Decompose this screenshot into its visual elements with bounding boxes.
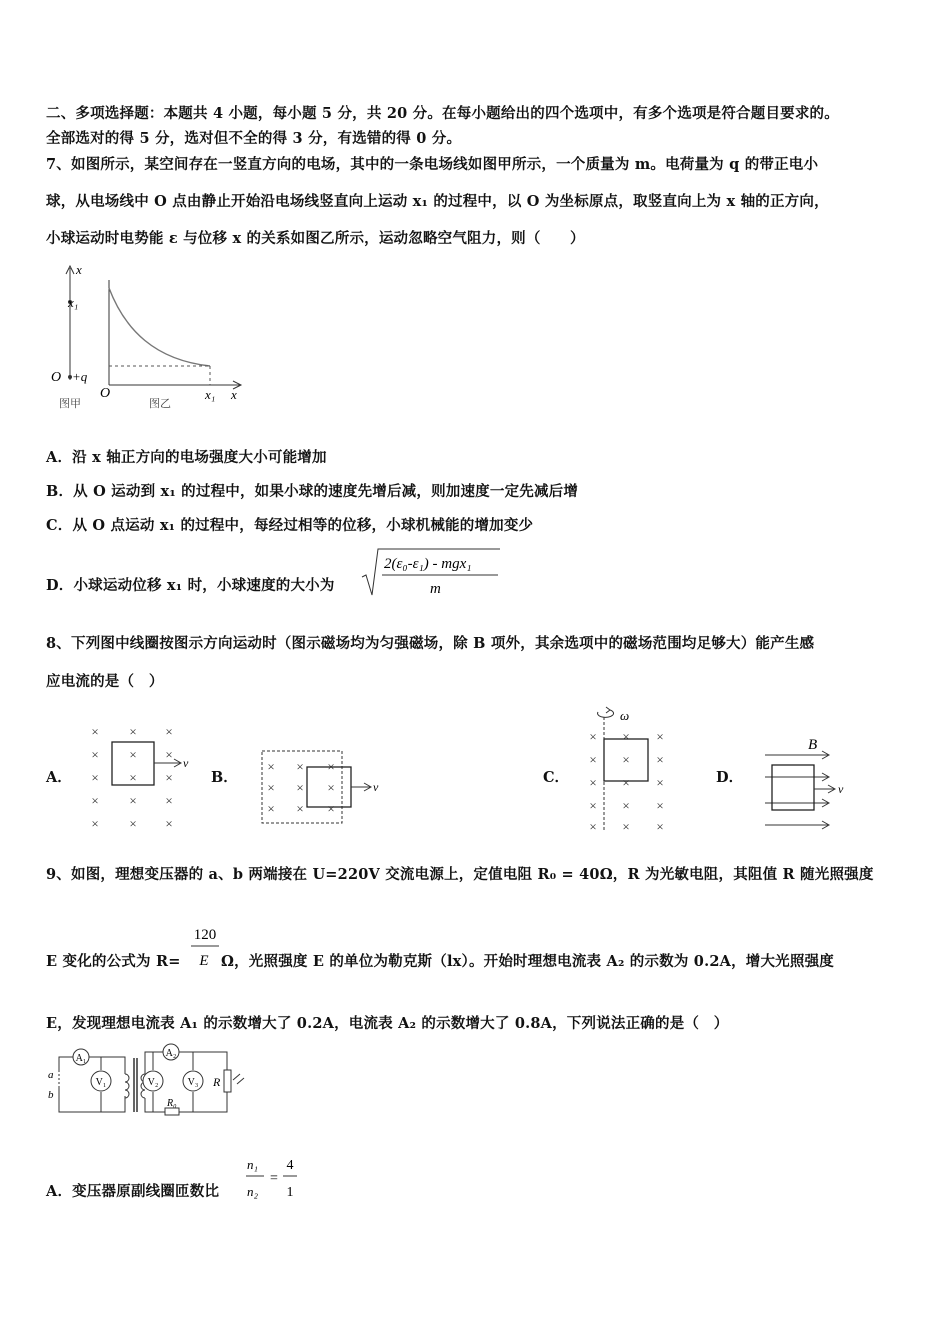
q7-stem-line1: 7、如图所示，某空间存在一竖直方向的电场，其中的一条电场线如图甲所示，一个质量为 m。电荷量为 q 的带正电小 [46, 156, 819, 173]
yi-origin-label: O [100, 386, 111, 401]
jia-origin-label: O [51, 370, 62, 385]
yi-axis-label: x [231, 387, 237, 402]
svg-text:×: × [327, 759, 335, 774]
q8-label-b: B． [211, 769, 238, 786]
velocity-label: v [838, 782, 844, 796]
svg-text:×: × [296, 759, 304, 774]
ammeter-a1-label: A₁ [75, 1053, 87, 1064]
svg-text:×: × [165, 816, 173, 831]
q8-figure-d [762, 733, 857, 833]
q7-option-d: D．小球运动位移 x₁ 时，小球速度的大小为 [46, 577, 335, 594]
q8-label-c: C． [543, 769, 570, 786]
ratio-numerator: 4 [286, 1158, 294, 1173]
q7-stem-line3: 小球运动时电势能 ε 与位移 x 的关系如图乙所示，运动忽略空气阻力，则（ ） [46, 230, 585, 247]
yi-x1-label: x₁ [205, 387, 216, 402]
svg-text:=: = [270, 1171, 278, 1186]
q7-option-b: B．从 O 运动到 x₁ 的过程中，如果小球的速度先增后减，则加速度一定先减后增 [46, 483, 579, 500]
q7-stem-line2: 球，从电场线中 O 点由静止开始沿电场线竖直向上运动 x₁ 的过程中，以 O 为坐标原点，取竖直向上为 x 轴的正方向， [46, 193, 829, 210]
svg-text:×: × [296, 780, 304, 795]
fraction-numerator: 120 [193, 927, 217, 943]
q9-circuit-diagram [45, 1040, 265, 1120]
q8-figure-a [85, 722, 195, 834]
q8-label-d: D． [716, 769, 744, 786]
q9-resistance-fraction [188, 922, 222, 972]
ratio-n2: n₂ [247, 1184, 259, 1199]
jia-x1-label: x₁ [68, 295, 79, 310]
svg-text:×: × [165, 747, 173, 762]
q7-option-c: C．从 O 点运动 x₁ 的过程中，每经过相等的位移，小球机械能的增加变少 [46, 517, 534, 534]
velocity-label: v [183, 756, 189, 770]
ratio-n1: n₁ [247, 1157, 259, 1172]
svg-text:×: × [589, 798, 597, 813]
q9-option-a: A．变压器原副线圈匝数比 [46, 1183, 220, 1200]
svg-text:×: × [622, 775, 630, 790]
svg-text:×: × [296, 801, 304, 816]
q7-figure [45, 260, 255, 415]
q9-stem-line3: E，发现理想电流表 A₁ 的示数增大了 0.2A，电流表 A₂ 的示数增大了 0.8A，下列说法正确的是（ ） [46, 1015, 729, 1032]
svg-text:×: × [165, 724, 173, 739]
q9-stem-line1: 9、如图，理想变压器的 a、b 两端接在 U=220V 交流电源上，定值电阻 R₀ = 40Ω，R 为光敏电阻，其阻值 R 随光照强度 [46, 866, 874, 883]
q8-stem-line2: 应电流的是（ ） [46, 673, 164, 690]
svg-text:×: × [656, 798, 664, 813]
ammeter-a2-label: A₂ [165, 1048, 177, 1059]
svg-text:×: × [91, 747, 99, 762]
svg-text:×: × [589, 819, 597, 834]
voltmeter-v3-label: V₃ [187, 1077, 199, 1088]
svg-text:×: × [589, 752, 597, 767]
svg-text:×: × [622, 798, 630, 813]
omega-label: ω [620, 708, 630, 723]
jia-axis-label: x [76, 262, 82, 277]
q8-figure-c [582, 703, 677, 837]
yi-caption: 图乙 [149, 398, 171, 410]
sqrt-numerator: 2(ε₀-ε₁) - mgx₁ [384, 556, 472, 572]
terminal-b-label: b [48, 1089, 54, 1101]
q8-stem-line1: 8、下列图中线圈按图示方向运动时（图示磁场均为匀强磁场，除 B 项外，其余选项中的磁场范围均足够大）能产生感 [46, 635, 815, 652]
q9-turns-ratio [244, 1152, 304, 1204]
ratio-denominator: 1 [286, 1185, 294, 1200]
svg-text:×: × [91, 816, 99, 831]
svg-text:×: × [622, 729, 630, 744]
svg-text:×: × [129, 770, 137, 785]
section-scoring: 全部选对的得 5 分，选对但不全的得 3 分，有选错的得 0 分。 [46, 130, 462, 147]
svg-text:×: × [129, 793, 137, 808]
terminal-a-label: a [48, 1069, 54, 1081]
svg-text:×: × [589, 775, 597, 790]
svg-text:×: × [91, 724, 99, 739]
svg-text:×: × [622, 752, 630, 767]
svg-text:×: × [656, 819, 664, 834]
q7-option-a: A．沿 x 轴正方向的电场强度大小可能增加 [46, 449, 327, 466]
svg-text:×: × [656, 775, 664, 790]
velocity-label: v [373, 780, 379, 794]
q7-option-d-formula [360, 545, 505, 601]
sqrt-denominator: m [430, 581, 441, 597]
svg-text:×: × [91, 770, 99, 785]
svg-text:×: × [129, 724, 137, 739]
svg-text:×: × [622, 819, 630, 834]
svg-text:×: × [129, 816, 137, 831]
q8-label-a: A． [46, 769, 72, 786]
svg-text:×: × [267, 801, 275, 816]
voltmeter-v2-label: V₂ [147, 1077, 159, 1088]
svg-text:×: × [656, 752, 664, 767]
svg-text:×: × [91, 793, 99, 808]
voltmeter-v1-label: V₁ [95, 1077, 107, 1088]
svg-text:×: × [165, 770, 173, 785]
svg-text:×: × [589, 729, 597, 744]
section-heading: 二、多项选择题：本题共 4 小题，每小题 5 分，共 20 分。在每小题给出的四个选项中，有多个选项是符合题目要求的。 [46, 105, 839, 122]
svg-text:×: × [327, 801, 335, 816]
svg-text:×: × [327, 780, 335, 795]
svg-text:×: × [267, 780, 275, 795]
svg-text:×: × [129, 747, 137, 762]
q9-stem-line2-pre: E 变化的公式为 R= [46, 953, 181, 970]
b-field-label: B [808, 737, 818, 753]
svg-text:×: × [165, 793, 173, 808]
resistor-r0-label: R₀ [167, 1098, 177, 1109]
jia-charge-label: +q [72, 369, 88, 384]
jia-caption: 图甲 [59, 398, 81, 410]
q8-figure-b [258, 745, 388, 827]
svg-text:×: × [267, 759, 275, 774]
fraction-denominator: E [199, 953, 209, 969]
resistor-r-label: R [213, 1075, 221, 1089]
q9-stem-line2-post: Ω，光照强度 E 的单位为勒克斯（lx）。开始时理想电流表 A₂ 的示数为 0.2A，增大光照强度 [221, 953, 834, 970]
svg-text:×: × [656, 729, 664, 744]
